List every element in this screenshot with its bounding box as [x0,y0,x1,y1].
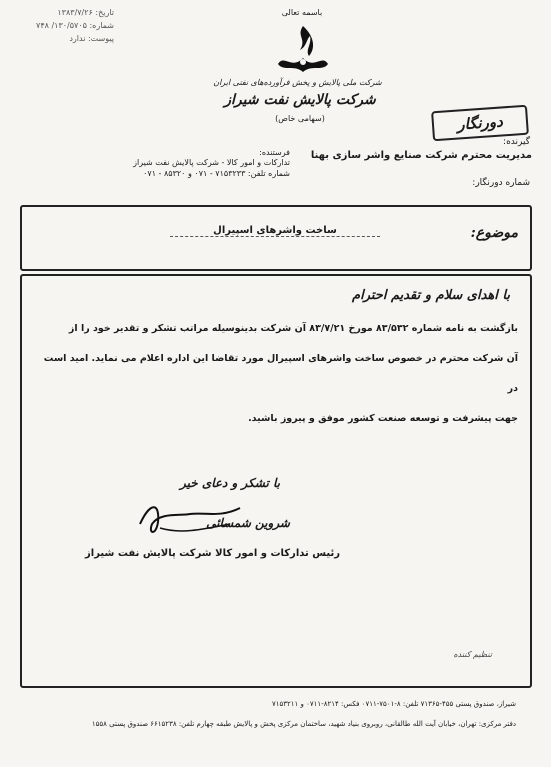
subject-label: موضوع: [470,225,518,241]
subject-value [170,225,380,237]
subject-text: ساخت واشرهای اسپیرال [213,225,337,236]
signer-title: رئیس تدارکات و امور کالا شرکت پالایش نفت شیراز [85,548,340,559]
sender-value: تدارکات و امور کالا - شرکت پالایش نفت شیراز [133,158,290,167]
fax-number-label: شماره دورنگار: [472,178,530,188]
sender-label: فرستنده: [259,148,290,157]
reference-date: تاریخ: ۱۳۸۳/۷/۲۶ [57,8,114,17]
signature-closing: با تشکر و دعای خیر [179,476,280,490]
body-line: آن شرکت محترم در خصوص ساخت واشرهای اسپیرال مورد تقاضا این اداره اعلام می نماید. امید است در [43,353,518,394]
reference-number: شماره: ۱۳۰/۵۷۰۵/ ۷۴۸ [36,21,114,30]
company-name: شرکت پالایش نفت شیراز [224,92,376,108]
recipient-value: مدیریت محترم شرکت صنایع واشر سازی بهنا [310,150,532,161]
reference-attachment: پیوست: ندارد [69,34,114,43]
company-parent: شرکت ملی پالایش و پخش فرآورده‌های نفتی ایران [213,78,382,87]
body-line: بازگشت به نامه شماره ۸۳/۵۳۲ مورخ ۸۳/۷/۲۱ آن شرکت بدینوسیله مراتب تشکر و تقدیر خود را از [68,323,518,334]
phone-line: شماره تلفن: ۷۱۵۳۲۳۳ - ۰۷۱ و ۸۵۳۲۰ - ۰۷۱ [143,169,290,178]
fax-stamp [431,105,529,142]
greeting: با اهدای سلام و تقدیم احترام [352,288,510,303]
recipient-label: گیرنده: [503,137,530,147]
footer [40,694,516,734]
margin-note: تنظیم کننده [453,650,492,659]
footer-line: دفتر مرکزی: تهران، خیابان آیت الله طالقانی، روبروی بنیاد شهید، ساختمان مرکزی پخش و پالایش طبقه چهارم تلفن: ۶۶۱۵۲۳۸ صندوق پستی ۱۵۵۸ [91,720,516,728]
fax-stamp-label: دورنگار [456,112,504,134]
body-box [20,274,532,688]
body-line: جهت پیشرفت و توسعه صنعت کشور موفق و پیروز باشید. [248,413,518,424]
subject-box [20,205,532,271]
body-paragraph [32,314,518,434]
footer-line: شیراز، صندوق پستی ۴۵۵-۷۱۳۶۵ تلفن: ۸-۷۵۰۱-۰۷۱۱ فکس: ۸۲۱۴-۰۷۱۱ و ۷۱۵۳۲۱۱ [271,700,516,708]
company-logo-icon [272,24,334,76]
signer-name: شروین شمسائی [206,516,290,530]
reference-block [14,6,114,45]
basmala: باسمه تعالی [281,8,323,17]
company-type: (سهامی خاص) [275,114,325,123]
